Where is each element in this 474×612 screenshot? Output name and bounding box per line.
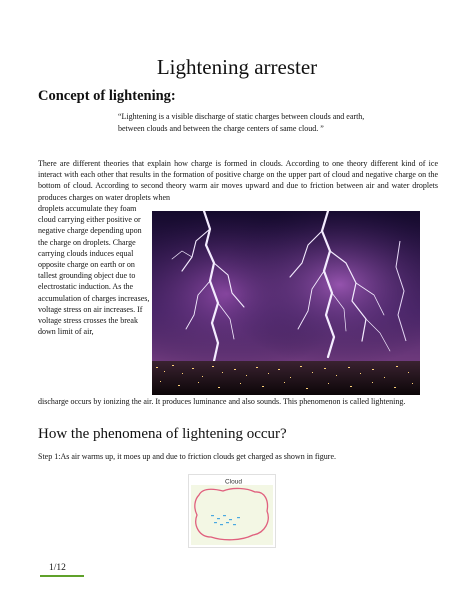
- cloud-figure-graphic: [189, 475, 275, 547]
- cloud-figure: [188, 474, 276, 548]
- section-heading-how: How the phenomena of lightening occur?: [38, 426, 287, 442]
- wrapped-paragraph: droplets accumulate they foam cloud carrying either positive or negative charge depending upon the charge on droplets. Charge carrying clouds induces equal opposite charge on earth or on tallest grounding object due to electrostatic induction. As the accumulation of charges increases, voltage stress on air increases. If voltage stress crosses the break down limit of air,: [38, 204, 150, 337]
- step1-text: Step 1:As air warms up, it moes up and due to friction clouds get charged as shown in figure.: [38, 452, 337, 461]
- intro-paragraph: There are different theories that explain how charge is formed in clouds. According to one theory different kind of ice interact with each other that results in the formation of positive charge on the upper part of cloud and negative charge on the bottom of cloud. According to second theory warm air moves upward and due to friction between air and water droplets produces charges on water droplets when: [38, 159, 438, 202]
- discharge-paragraph: discharge occurs by ionizing the air. It produces luminance and also sounds. This phenomenon is called lightening.: [38, 397, 406, 406]
- figure-label: Cloud: [225, 478, 242, 486]
- page-number: [40, 562, 84, 577]
- document-title: Lightening arrester: [156, 55, 318, 79]
- lightning-photo: [152, 211, 420, 395]
- city-silhouette: [152, 361, 420, 395]
- page-number-text: 1/12: [49, 563, 66, 573]
- section-heading-concept: Concept of lightening:: [38, 88, 176, 104]
- lightning-photo-graphic: [152, 211, 420, 395]
- definition-quote: “Lightening is a visible discharge of static charges between clouds and earth, between clouds and between the charge centers of same cloud. ”: [118, 112, 365, 133]
